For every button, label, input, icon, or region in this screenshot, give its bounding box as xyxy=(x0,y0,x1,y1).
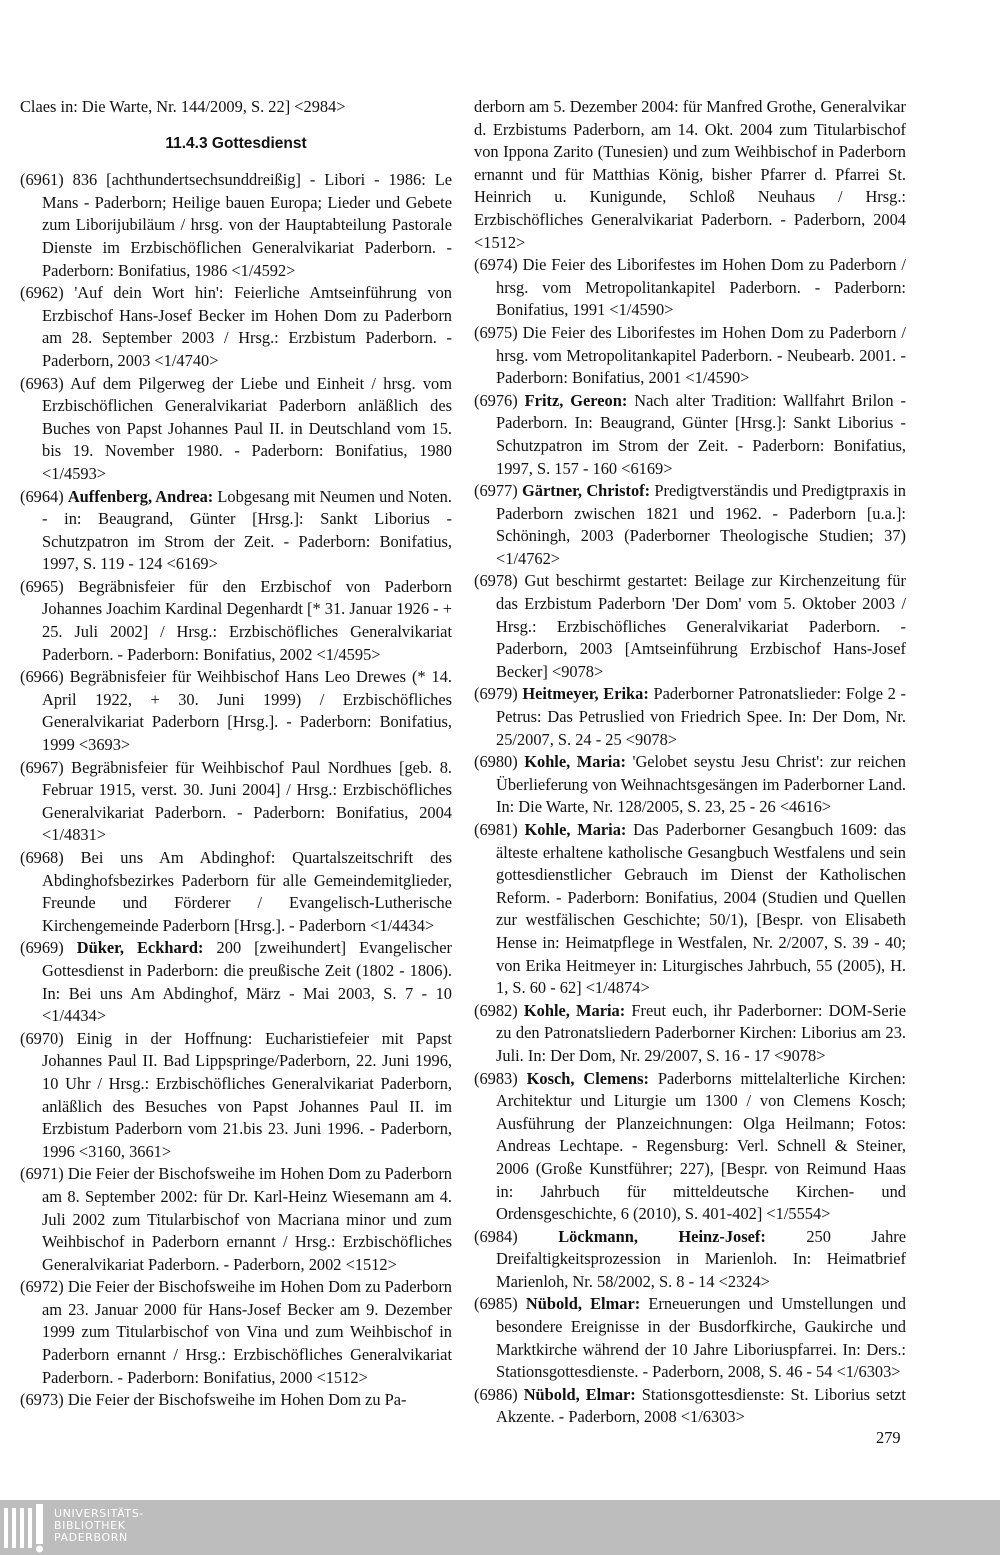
entry-author: Gärtner, Christof: xyxy=(522,481,651,501)
entry-text: Die Feier des Liborifestes im Hohen Dom zu Paderborn / hrsg. vom Metropolitankapitel Paderborn. - Paderborn: Bonifatius, 1991 <1/4590> xyxy=(496,255,906,320)
bibliography-entry xyxy=(20,1028,452,1164)
bibliography-entry xyxy=(20,1163,452,1276)
entry-text: Paderborner Patronatslieder: Folge 2 - Petrus: Das Petruslied von Friedrich Spee. In: Der Dom, Nr. 25/2007, S. 24 - 25 <9078> xyxy=(496,684,906,749)
bibliography-entry xyxy=(474,751,906,819)
bibliography-entry xyxy=(474,1000,906,1068)
entry-text: Gut beschirmt gestartet: Beilage zur Kirchenzeitung für das Erzbistum Paderborn 'Der Dom' vom 5. Oktober 2003 / Hrsg.: Erzbischöfliches Generalvikariat Paderborn. - Paderborn, 2003 [Amtseinführung Erzbischof Hans-Josef Becker] <9078> xyxy=(496,571,906,681)
entry-text: 836 [achthundertsechsunddreißig] - Libori - 1986: Le Mans - Paderborn; Heilige bauen Europa; Lieder und Gebete zum Liborijubiläum / hrsg. von der Hauptabteilung Pastorale Dienste im Erzbischöflichen Generalvikariat Paderborn. - Paderborn: Bonifatius, 1986 <1/4592> xyxy=(42,170,452,280)
footer-bar xyxy=(0,1500,1000,1555)
right-column xyxy=(474,96,906,1429)
entry-number: (6970) xyxy=(20,1028,64,1048)
bibliography-entry xyxy=(474,254,906,322)
entry-text: Lobgesang mit Neumen und Noten. - in: Beaugrand, Günter [Hrsg.]: Sankt Liborius - Schutzpatron im Strom der Zeit. - Paderborn: Bonifatius, 1997, S. 119 - 124 <6169> xyxy=(42,486,452,574)
bibliography-entry xyxy=(20,169,452,282)
entry-list xyxy=(474,254,906,1429)
library-name-line: PADERBORN xyxy=(54,1531,128,1544)
entry-author: Kohle, Maria: xyxy=(524,820,627,839)
entry-number: (6964) xyxy=(20,486,64,506)
entry-number: (6968) xyxy=(20,848,64,867)
entry-number: (6969) xyxy=(20,938,64,958)
bibliography-entry xyxy=(474,1293,906,1383)
bibliography-entry xyxy=(20,757,452,847)
entry-number: (6971) xyxy=(20,1164,64,1184)
entry-text: Paderborns mittelalterliche Kirchen: Architektur und Liturgie um 1300 / von Clemens Kosch; Ausführung der Planzeichnungen: Olga Heilmann; Fotos: Andreas Lechtape. - Regensburg: Verl. Schnell & Steiner, 2006 (Große Kunstführer; 227), [Bespr. von Reimund Haas in: Jahrbuch für mitteldeutsche Kirchen- und Ordensgeschichte, 6 (2010), S. 401-402] <1/5554> xyxy=(496,1068,906,1224)
page-number: 279 xyxy=(876,1428,901,1447)
university-library-logo-icon xyxy=(2,1502,48,1553)
entry-text: Das Paderborner Gesangbuch 1609: das älteste erhaltene katholische Gesangbuch Westfalens und sein gottesdienstlicher Gebrauch im Dienst der Katholischen Reform. - Paderborn: Bonifatius, 2004 (Studien und Quellen zur westfälischen Geschichte; 50/1), [Bespr. von Elisabeth Hense in: Heimatpflege in Westfalen, Nr. 2/2007, S. 39 - 40; von Erika Heitmeyer in: Liturgisches Jahrbuch, 55 (2005), H. 1, S. 60 - 62] <1/4874> xyxy=(496,820,906,998)
bibliography-entry xyxy=(474,322,906,390)
entry-number: (6974) xyxy=(474,255,518,275)
library-name-line: BIBLIOTHEK xyxy=(54,1519,126,1532)
entry-author: Kohle, Maria: xyxy=(523,1000,626,1020)
entry-text: Begräbnisfeier für den Erzbischof von Paderborn Johannes Joachim Kardinal Degenhardt [* 31. Januar 1926 - + 25. Juli 2002] / Hrsg.: Erzbischöfliches Generalvikariat Paderborn. - Paderborn: Bonifatius, 2002 <1/4595> xyxy=(42,576,452,664)
bibliography-entry xyxy=(474,390,906,480)
entry-text: Bei uns Am Abdinghof: Quartalszeitschrift des Abdinghofsbezirkes Paderborn für alle Gemeindemitglieder, Freunde und Förderer / Evangelisch-Lutherische Kirchengemeinde Paderborn [Hrsg.]. - Paderborn <1/4434> xyxy=(42,848,452,935)
entry-text: Begräbnisfeier für Weihbischof Paul Nordhues [geb. 8. Februar 1915, verst. 30. Juni 2004] / Hrsg.: Erzbischöfliches Generalvikariat Paderborn. - Paderborn: Bonifatius, 2004 <1/4831> xyxy=(42,757,452,845)
bibliography-entry xyxy=(474,570,906,683)
entry-number: (6972) xyxy=(20,1277,64,1297)
entry-number: (6962) xyxy=(20,283,64,303)
entry-number: (6967) xyxy=(20,757,64,777)
entry-number: (6961) xyxy=(20,170,64,190)
entry-number: (6973) xyxy=(20,1390,64,1410)
entry-list xyxy=(20,169,452,1412)
entry-number: (6986) xyxy=(474,1384,518,1404)
entry-text: Die Feier der Bischofsweihe im Hohen Dom zu Paderborn am 23. Januar 2000 für Hans-Josef Becker am 9. Dezember 1999 zum Titularbischof von Vina und zum Weihbischof in Paderborn ernannt / Hrsg.: Erzbischöfliches Generalvikariat Paderborn. - Paderborn: Bonifatius, 2000 <1512> xyxy=(42,1277,452,1387)
entry-author: Nübold, Elmar: xyxy=(523,1384,636,1404)
entry-number: (6966) xyxy=(20,667,64,687)
entry-number: (6963) xyxy=(20,373,64,393)
bibliography-entry xyxy=(20,282,452,372)
bibliography-entry xyxy=(20,666,452,756)
bibliography-entry xyxy=(474,683,906,751)
bibliography-entry xyxy=(20,1276,452,1389)
entry-text: Nach alter Tradition: Wallfahrt Brilon - Paderborn. In: Beaugrand, Günter [Hrsg.]: Sankt Liborius - Schutzpatron im Strom der Zeit. - Paderborn: Bonifatius, 1997, S. 157 - 160 <6169> xyxy=(496,390,906,478)
continuation-text: Claes in: Die Warte, Nr. 144/2009, S. 22] <2984> xyxy=(20,97,346,116)
bibliography-entry xyxy=(20,1389,452,1412)
entry-text: 'Auf dein Wort hin': Feierliche Amtseinführung von Erzbischof Hans-Josef Becker im Hohen Dom zu Paderborn am 28. September 2003 / Hrsg.: Erzbistum Paderborn. - Paderborn, 2003 <1/4740> xyxy=(42,283,452,370)
entry-number: (6984) xyxy=(474,1226,518,1246)
section-title: 11.4.3 Gottesdienst xyxy=(165,134,307,152)
entry-text: Begräbnisfeier für Weihbischof Hans Leo Drewes (* 14. April 1922, + 30. Juni 1999) / Erzbischöfliches Generalvikariat Paderborn [Hrsg.]. - Paderborn: Bonifatius, 1999 <3693> xyxy=(42,667,452,755)
entry-author: Kosch, Clemens: xyxy=(526,1068,649,1088)
entry-author: Auffenberg, Andrea: xyxy=(67,486,214,506)
entry-text: Stationsgottesdienste: St. Liborius setzt Akzente. - Paderborn, 2008 <1/6303> xyxy=(496,1384,906,1427)
entry-text: Erneuerungen und Umstellungen und besondere Ereignisse in der Busdorfkirche, Gaukirche und Marktkirche während der 10 Jahre Liboriuspfarrei. In: Ders.: Stationsgottesdienste. - Paderborn, 2008, S. 46 - 54 <1/6303> xyxy=(496,1294,906,1382)
entry-number: (6980) xyxy=(474,752,518,772)
library-name xyxy=(54,1508,144,1544)
entry-text: 200 [zweihundert] Evangelischer Gottesdienst in Paderborn: die preußische Zeit (1802 - 1806). In: Bei uns Am Abdinghof, März - Mai 2003, S. 7 - 10 <1/4434> xyxy=(42,938,452,1026)
bibliography-entry xyxy=(20,576,452,666)
continuation-text: derborn am 5. Dezember 2004: für Manfred Grothe, Generalvikar d. Erzbistums Paderborn, am 14. Okt. 2004 zum Titularbischof von Ippona Zarito (Tunesien) und zum Weihbischof in Paderborn ernannt und für Matthias König, bisher Pfarrer d. Pfarrei St. Heinrich u. Kunigunde, Schloß Neuhaus / Hrsg.: Erzbischöfliches Generalvikariat Paderborn. - Paderborn, 2004 <1512> xyxy=(474,97,906,252)
entry-author: Nübold, Elmar: xyxy=(525,1294,641,1314)
entry-text: 'Gelobet seystu Jesu Christ': zur reichen Überlieferung von Weihnachtsgesängen im Paderborner Land. In: Die Warte, Nr. 128/2005, S. 23, 25 - 26 <4616> xyxy=(496,752,906,817)
entry-text: Freut euch, ihr Paderborner: DOM-Serie zu den Patronatsliedern Paderborner Kirchen: Liborius am 23. Juli. In: Der Dom, Nr. 29/2007, S. 16 - 17 <9078> xyxy=(496,1000,906,1065)
entry-author: Fritz, Gereon: xyxy=(524,390,628,410)
entry-text: Einig in der Hoffnung: Eucharistiefeier mit Papst Johannes Paul II. Bad Lippspringe/Paderborn, 22. Juni 1996, 10 Uhr / Hrsg.: Erzbischöfliches Generalvikariat Paderborn, anläßlich des Besuches von Papst Johannes Paul II. im Erzbistum Paderborn vom 21.bis 23. Juni 1996. - Paderborn, 1996 <3160, 3661> xyxy=(42,1028,452,1161)
entry-text: Die Feier der Bischofsweihe im Hohen Dom zu Pa- xyxy=(67,1390,407,1410)
entry-author: Löckmann, Heinz-Josef: xyxy=(558,1226,766,1246)
entry-text: Die Feier des Liborifestes im Hohen Dom zu Paderborn / hrsg. vom Metropolitankapitel Paderborn. - Neubearb. 2001. - Paderborn: Bonifatius, 2001 <1/4590> xyxy=(496,322,906,388)
left-column xyxy=(20,96,452,1412)
entry-text: Die Feier der Bischofsweihe im Hohen Dom zu Paderborn am 8. September 2002: für Dr. Karl-Heinz Wiesemann am 4. Juli 2002 zum Titularbischof von Macriana minor und zum Weihbischof in Paderborn ernannt / Hrsg.: Erzbischöfliches Generalvikariat Paderborn. - Paderborn, 2002 <1512> xyxy=(42,1164,452,1274)
library-logo xyxy=(2,1502,142,1553)
entry-number: (6983) xyxy=(474,1068,518,1088)
bibliography-entry xyxy=(474,1068,906,1226)
entry-author: Düker, Eckhard: xyxy=(76,938,204,958)
entry-number: (6978) xyxy=(474,571,518,591)
bibliography-entry xyxy=(20,847,452,937)
bibliography-entry xyxy=(20,937,452,1027)
entry-number: (6985) xyxy=(474,1294,518,1314)
entry-number: (6975) xyxy=(474,322,518,342)
entry-number: (6977) xyxy=(474,481,518,501)
bibliography-entry xyxy=(474,819,906,1000)
bibliography-entry xyxy=(474,480,906,570)
bibliography-entry xyxy=(20,373,452,486)
entry-text: Auf dem Pilgerweg der Liebe und Einheit / hrsg. vom Erzbischöflichen Generalvikariat Paderborn anläßlich des Buches von Papst Johannes Paul II. in Deutschland vom 15. bis 19. November 1980. - Paderborn: Bonifatius, 1980 <1/4593> xyxy=(42,373,452,483)
library-name-line: UNIVERSITÄTS- xyxy=(54,1507,144,1520)
entry-number: (6965) xyxy=(20,576,64,596)
entry-number: (6982) xyxy=(474,1000,518,1020)
entry-number: (6981) xyxy=(474,820,518,839)
entry-number: (6979) xyxy=(474,684,518,704)
entry-author: Kohle, Maria: xyxy=(524,752,626,772)
entry-text: Predigtverständis und Predigtpraxis in Paderborn zwischen 1821 und 1962. - Paderborn [u.a.]: Schöningh, 2003 (Paderborner Theologische Studien; 37) <1/4762> xyxy=(496,481,906,568)
bibliography-entry xyxy=(474,1226,906,1294)
bibliography-entry xyxy=(474,1384,906,1429)
bibliography-entry xyxy=(20,486,452,576)
entry-number: (6976) xyxy=(474,390,518,410)
entry-author: Heitmeyer, Erika: xyxy=(522,684,649,704)
entry-text: 250 Jahre Dreifaltigkeitsprozession in Marienloh. In: Heimatbrief Marienloh, Nr. 58/2002, S. 8 - 14 <2324> xyxy=(496,1226,906,1291)
